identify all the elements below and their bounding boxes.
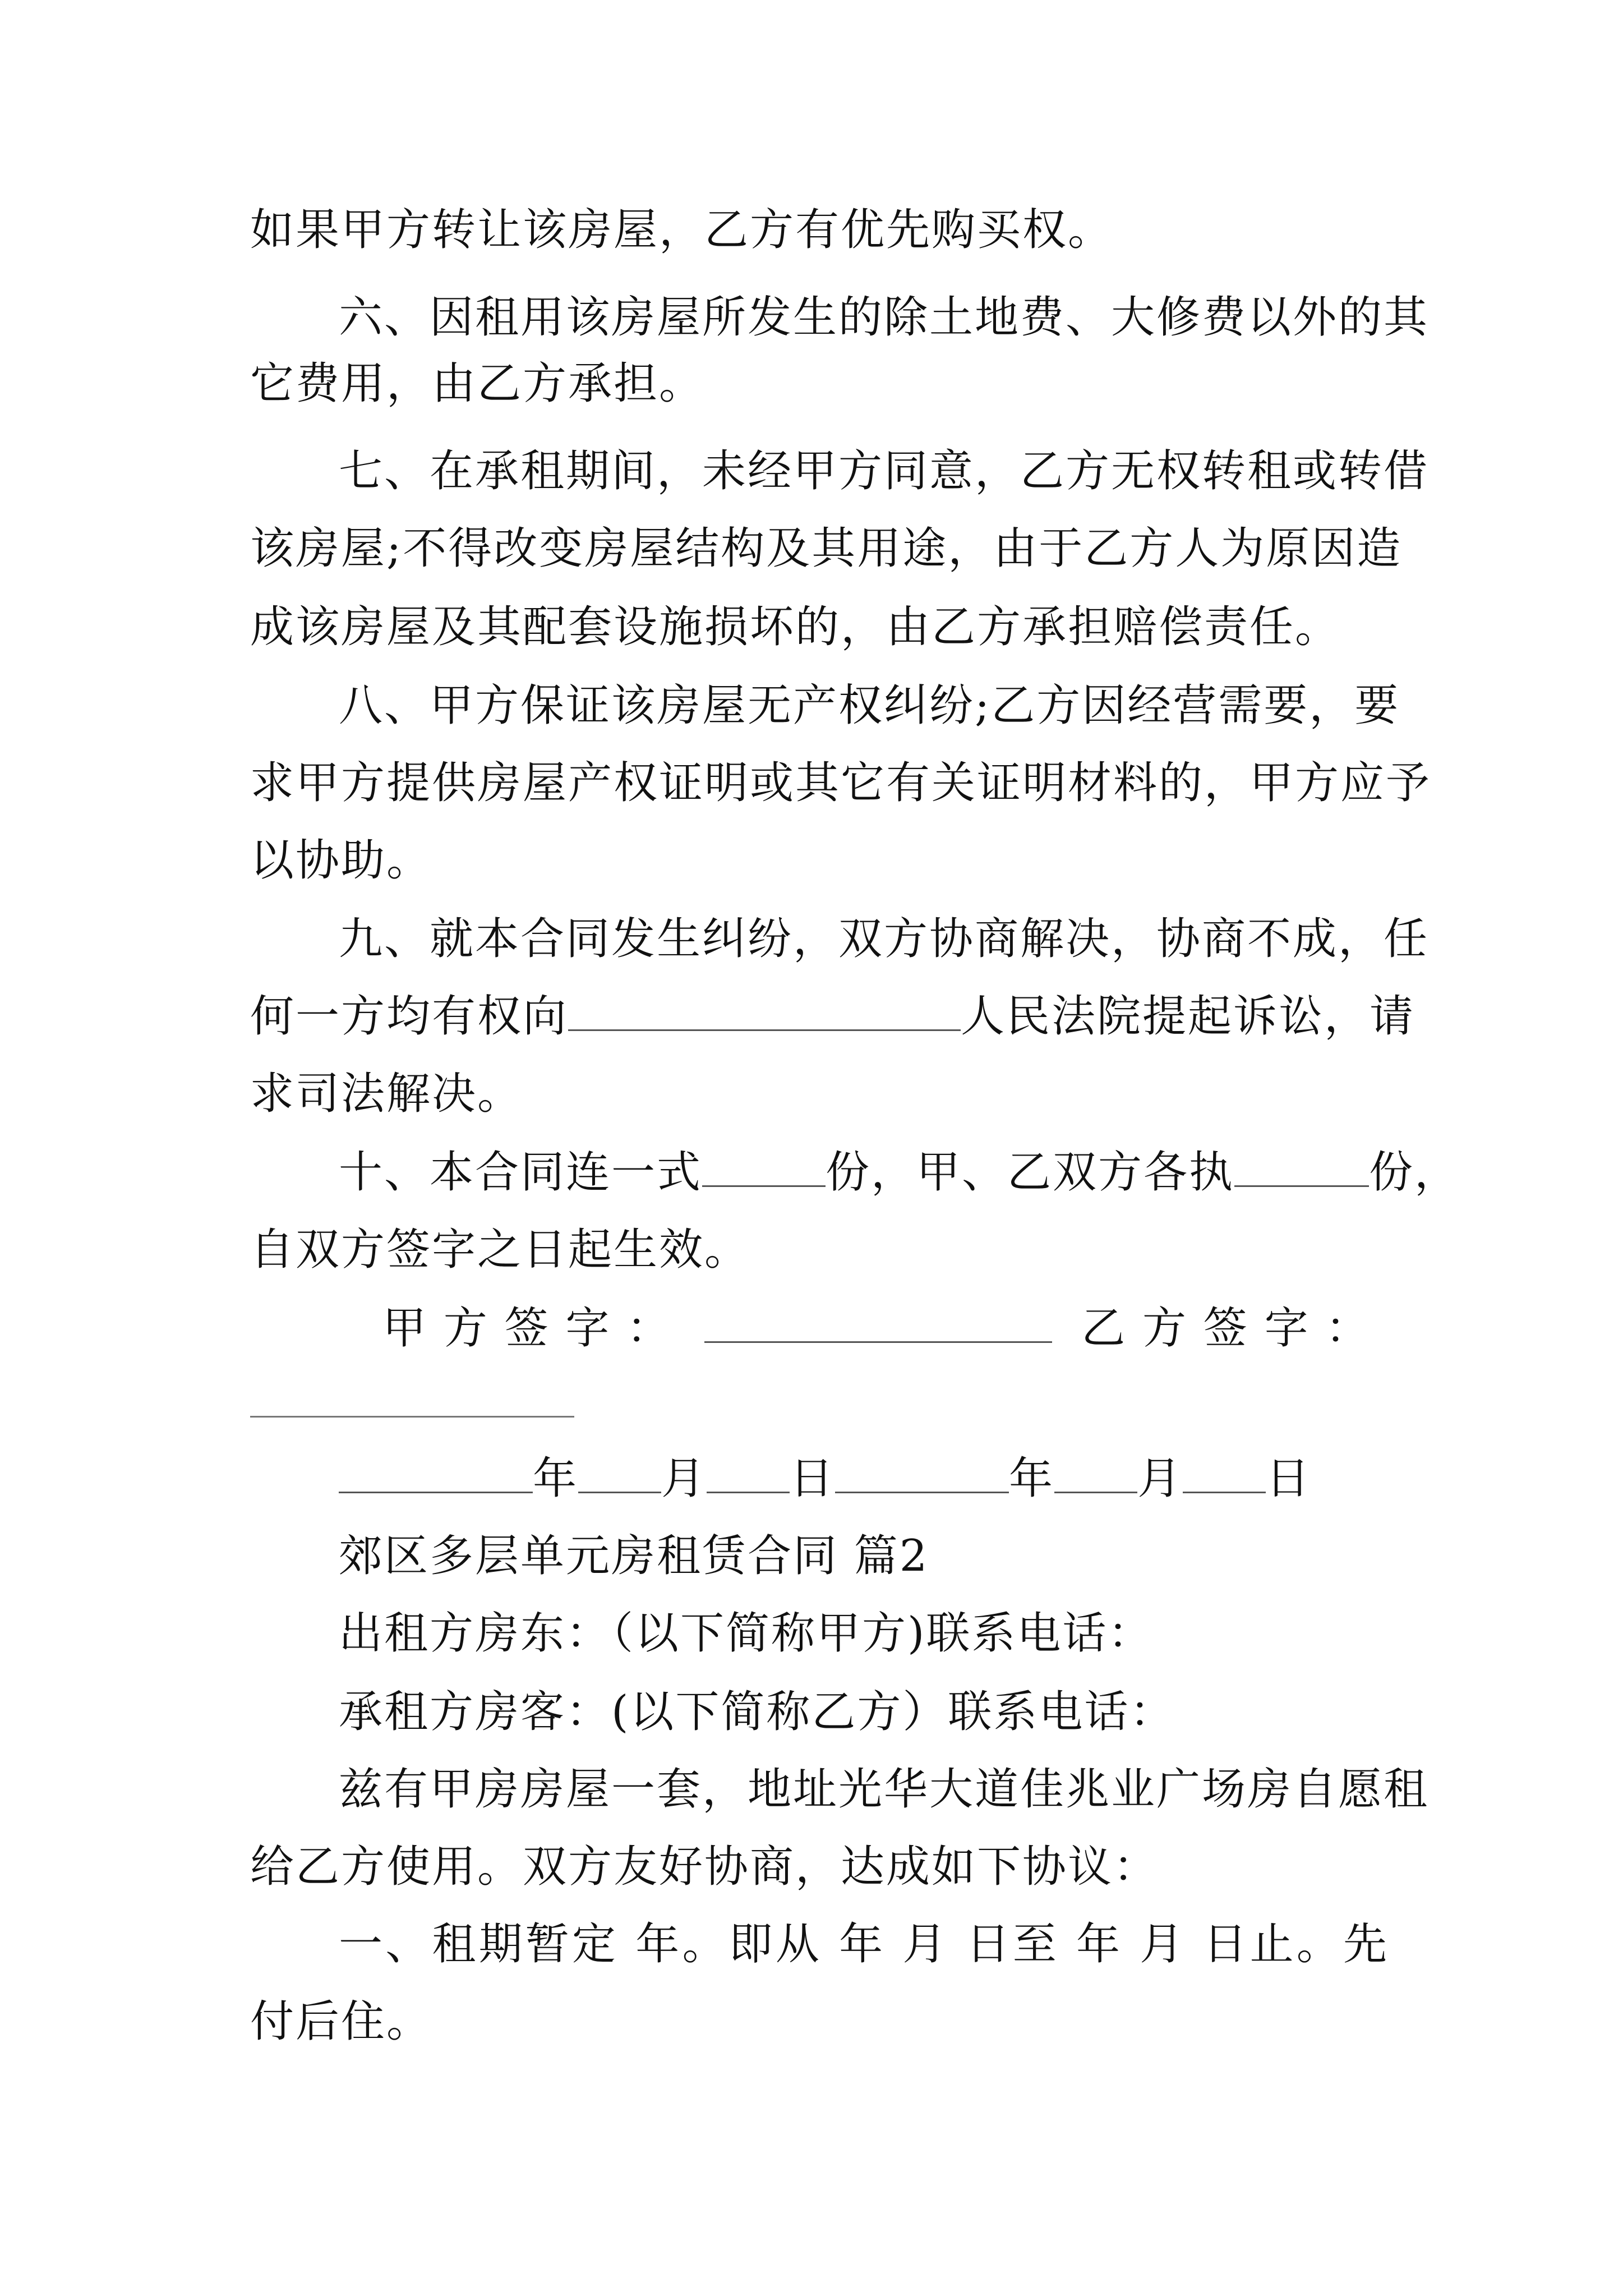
clause-9-prefix: 何一方均有权向 xyxy=(250,991,569,1042)
intro-line-1: 兹有甲房房屋一套，地址光华大道佳兆业广场房自愿租 xyxy=(339,1764,1430,1815)
clause-9-suffix: 人民法院提起诉讼，请 xyxy=(961,991,1415,1042)
month-label: 月 xyxy=(1137,1453,1183,1504)
date-line xyxy=(339,1452,1389,1506)
party-a-day-blank[interactable] xyxy=(707,1452,790,1493)
court-blank[interactable] xyxy=(568,990,961,1031)
term-line-1: 一、租期暂定 年。即从 年 月 日至 年 月 日止。先 xyxy=(339,1919,1389,1970)
text-line: 如果甲方转让该房屋，乙方有优先购买权。 xyxy=(250,205,1114,255)
year-label: 年 xyxy=(1009,1453,1055,1504)
day-label: 日 xyxy=(790,1453,836,1504)
party-a-year-blank[interactable] xyxy=(339,1452,533,1493)
party-b-signature-label: 乙 方 签 字 ： xyxy=(1081,1303,1371,1354)
clause-10-middle: 份，甲、乙双方各执 xyxy=(826,1147,1235,1198)
party-a-signature-blank[interactable] xyxy=(704,1302,1052,1343)
party-b-year-blank[interactable] xyxy=(835,1452,1009,1493)
clause-10-prefix: 十、本合同连一式 xyxy=(339,1147,703,1198)
clause-8-line-1: 八、甲方保证该房屋无产权纠纷;乙方因经营需要，要 xyxy=(339,680,1400,731)
year-label: 年 xyxy=(533,1453,579,1504)
intro-line-2: 给乙方使用。双方友好协商，达成如下协议： xyxy=(250,1842,1159,1892)
lessee-line: 承租方房客：(以下简称乙方）联系电话： xyxy=(339,1687,1175,1737)
clause-6-line-2: 它费用，由乙方承担。 xyxy=(250,358,705,409)
day-label: 日 xyxy=(1266,1453,1312,1504)
clause-10-suffix: 份， xyxy=(1369,1147,1460,1198)
term-line-2: 付后住。 xyxy=(250,1996,432,2047)
party-a-signature-label: 甲 方 签 字 ： xyxy=(382,1303,672,1354)
copies-total-blank[interactable] xyxy=(702,1146,826,1187)
section-title: 郊区多层单元房租赁合同 篇2 xyxy=(339,1531,929,1581)
party-b-month-blank[interactable] xyxy=(1054,1452,1137,1493)
clause-7-line-3: 成该房屋及其配套设施损坏的，由乙方承担赔偿责任。 xyxy=(250,602,1341,652)
party-a-month-blank[interactable] xyxy=(578,1452,661,1493)
month-label: 月 xyxy=(661,1453,707,1504)
clause-9-line-1: 九、就本合同发生纠纷，双方协商解决，协商不成，任 xyxy=(339,914,1430,964)
clause-10-line-2: 自双方签字之日起生效。 xyxy=(250,1225,750,1275)
clause-9-line-3: 求司法解决。 xyxy=(250,1069,523,1119)
clause-7-line-1: 七、在承租期间，未经甲方同意，乙方无权转租或转借 xyxy=(339,446,1430,496)
clause-8-line-2: 求甲方提供房屋产权证明或其它有关证明材料的，甲方应予 xyxy=(250,758,1432,808)
party-b-signature-rule[interactable] xyxy=(250,1416,574,1418)
clause-7-line-2: 该房屋;不得改变房屋结构及其用途，由于乙方人为原因造 xyxy=(250,523,1403,574)
clause-10-line-1 xyxy=(339,1145,1460,1199)
signature-line xyxy=(382,1301,1389,1355)
clause-9-line-2 xyxy=(250,990,1415,1043)
clause-8-line-3: 以协助。 xyxy=(250,835,432,886)
copies-each-blank[interactable] xyxy=(1234,1146,1369,1187)
lessor-line: 出租方房东：（以下简称甲方)联系电话： xyxy=(339,1608,1154,1659)
party-b-day-blank[interactable] xyxy=(1183,1452,1266,1493)
clause-6-line-1: 六、因租用该房屋所发生的除土地费、大修费以外的其 xyxy=(339,292,1430,343)
